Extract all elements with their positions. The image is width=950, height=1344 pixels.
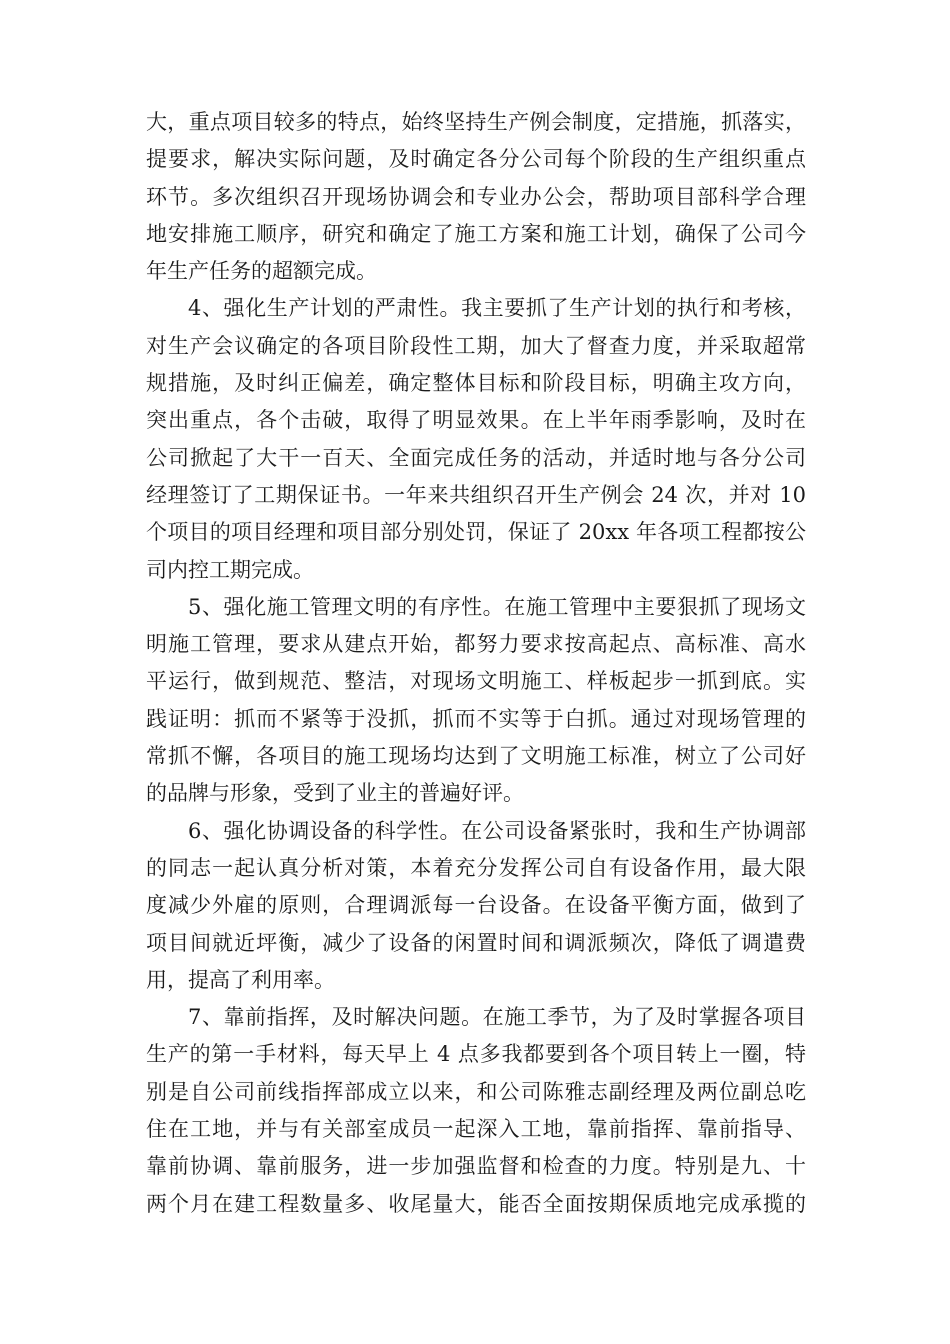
text-line: 年生产任务的超额完成。 — [146, 259, 377, 284]
text-line: 6、强化协调设备的科学性。在公司设备紧张时，我和生产协调部 — [188, 818, 806, 843]
document-body — [146, 104, 806, 1223]
text-line: 地安排施工顺序，研究和确定了施工方案和施工计划，确保了公司今 — [146, 221, 806, 246]
text-line: 践证明：抓而不紧等于没抓，抓而不实等于白抓。通过对现场管理的 — [146, 706, 806, 731]
text-line: 别是自公司前线指挥部成立以来，和公司陈雅志副经理及两位副总吃 — [146, 1079, 806, 1104]
text-line: 两个月在建工程数量多、收尾量大，能否全面按期保质地完成承揽的 — [146, 1191, 806, 1216]
text-line: 生产的第一手材料，每天早上 4 点多我都要到各个项目转上一圈，特 — [146, 1042, 806, 1067]
text-line: 项目间就近坪衡，减少了设备的闲置时间和调派频次，降低了调遣费 — [146, 930, 806, 955]
text-line: 明施工管理，要求从建点开始，都努力要求按高起点、高标准、高水 — [146, 632, 806, 657]
text-line: 7、靠前指挥，及时解决问题。在施工季节，为了及时掌握各项目 — [188, 1005, 806, 1030]
text-line: 提要求，解决实际问题，及时确定各分公司每个阶段的生产组织重点 — [146, 147, 806, 172]
paragraph-item-5 — [146, 589, 806, 813]
text-line: 5、强化施工管理文明的有序性。在施工管理中主要狠抓了现场文 — [188, 594, 806, 619]
text-line: 规措施，及时纠正偏差，确定整体目标和阶段目标，明确主攻方向， — [146, 371, 806, 396]
text-line: 度减少外雇的原则，合理调派每一台设备。在设备平衡方面，做到了 — [146, 893, 806, 918]
text-line: 的同志一起认真分析对策，本着充分发挥公司自有设备作用，最大限 — [146, 855, 806, 880]
text-line: 经理签订了工期保证书。一年来共组织召开生产例会 24 次，并对 10 — [146, 482, 806, 507]
text-line: 司内控工期完成。 — [146, 557, 314, 582]
text-line: 4、强化生产计划的严肃性。我主要抓了生产计划的执行和考核， — [188, 296, 806, 321]
text-line: 公司掀起了大干一百天、全面完成任务的活动，并适时地与各分公司 — [146, 445, 806, 470]
text-line: 大，重点项目较多的特点，始终坚持生产例会制度，定措施，抓落实， — [146, 110, 806, 134]
text-line: 的品牌与形象，受到了业主的普遍好评。 — [146, 781, 524, 806]
paragraph-item-7 — [146, 999, 806, 1223]
text-line: 用，提高了利用率。 — [146, 967, 335, 992]
text-line: 对生产会议确定的各项目阶段性工期，加大了督查力度，并采取超常 — [146, 333, 806, 358]
text-line: 环节。多次组织召开现场协调会和专业办公会，帮助项目部科学合理 — [146, 184, 806, 209]
text-line: 个项目的项目经理和项目部分别处罚，保证了 20xx 年各项工程都按公 — [146, 520, 806, 545]
text-line: 靠前协调、靠前服务，进一步加强监督和检查的力度。特别是九、十 — [146, 1154, 806, 1179]
text-line: 常抓不懈，各项目的施工现场均达到了文明施工标准，树立了公司好 — [146, 744, 806, 769]
paragraph-item-6 — [146, 813, 806, 999]
paragraph-continuation — [146, 104, 806, 290]
text-line: 突出重点，各个击破，取得了明显效果。在上半年雨季影响，及时在 — [146, 408, 806, 433]
text-line: 住在工地，并与有关部室成员一起深入工地，靠前指挥、靠前指导、 — [146, 1117, 806, 1142]
paragraph-item-4 — [146, 290, 806, 588]
text-line: 平运行，做到规范、整洁，对现场文明施工、样板起步一抓到底。实 — [146, 669, 806, 694]
